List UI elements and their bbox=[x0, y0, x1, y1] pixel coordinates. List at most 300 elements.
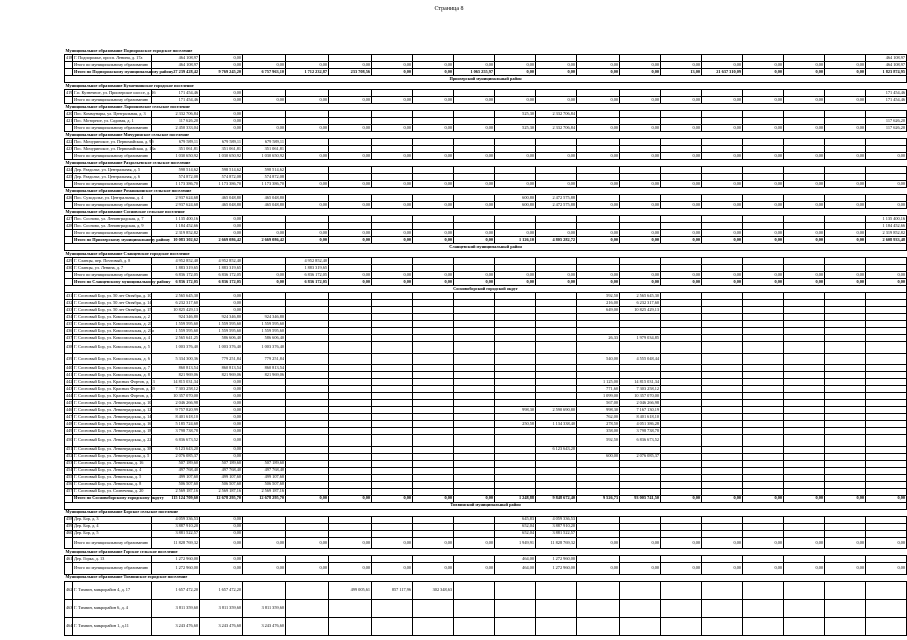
value-cell bbox=[286, 581, 329, 599]
value-cell bbox=[661, 435, 702, 447]
row-number-cell: 422 bbox=[66, 138, 73, 144]
value-cell bbox=[413, 353, 454, 365]
value-cell: 860 813,54 bbox=[243, 365, 286, 372]
value-cell: 0,00 bbox=[200, 55, 243, 62]
table-row bbox=[65, 556, 907, 563]
value-cell: 0,00 bbox=[702, 272, 743, 279]
value-cell bbox=[661, 167, 702, 174]
value-cell: 1 248,88 bbox=[495, 495, 536, 502]
value-cell: 12 678 295,70 bbox=[243, 495, 286, 502]
value-cell bbox=[286, 386, 329, 393]
value-cell bbox=[866, 386, 907, 393]
value-cell bbox=[495, 379, 536, 386]
value-cell bbox=[413, 314, 454, 321]
value-cell: 171 454,46 bbox=[152, 97, 200, 104]
value-cell: 0,00 bbox=[784, 181, 825, 188]
table-row bbox=[65, 530, 907, 537]
value-cell bbox=[372, 446, 413, 453]
value-cell: 0,00 bbox=[784, 495, 825, 502]
value-cell bbox=[329, 90, 372, 97]
value-cell bbox=[243, 581, 286, 599]
address-cell: Г. Сосновый Бор, ул. Комсомольская, д. 5 bbox=[73, 342, 152, 354]
value-cell bbox=[784, 342, 825, 354]
value-cell: 0,00 bbox=[454, 279, 495, 286]
value-cell: 0,00 bbox=[825, 125, 866, 132]
value-cell: 499 107,60 bbox=[243, 474, 286, 481]
value-cell bbox=[825, 453, 866, 460]
value-cell: 0,00 bbox=[536, 153, 577, 160]
value-cell: 0,00 bbox=[413, 62, 454, 69]
value-cell bbox=[413, 523, 454, 530]
value-cell bbox=[866, 258, 907, 265]
value-cell: 0,00 bbox=[825, 537, 866, 549]
value-cell bbox=[620, 321, 661, 328]
value-cell bbox=[784, 481, 825, 488]
row-number-cell bbox=[65, 62, 73, 69]
value-cell: 2 565 645,30 bbox=[152, 293, 200, 300]
value-cell: 1 559 595,60 bbox=[243, 321, 286, 328]
section-title: Муниципальное образование Тихвинское городское поселение bbox=[65, 574, 907, 581]
value-cell bbox=[372, 386, 413, 393]
row-number-cell bbox=[65, 563, 73, 575]
value-cell bbox=[413, 342, 454, 354]
value-cell: 4 952 852,40 bbox=[286, 258, 329, 265]
value-cell bbox=[743, 55, 784, 62]
value-cell bbox=[743, 474, 784, 481]
value-cell: 2 937 624,68 bbox=[152, 202, 200, 209]
value-cell bbox=[825, 353, 866, 365]
value-cell bbox=[329, 195, 372, 202]
value-cell bbox=[743, 421, 784, 428]
address-cell: Дер. Бор, д. 5 bbox=[73, 530, 152, 537]
value-cell: 0,00 bbox=[200, 563, 243, 575]
value-cell bbox=[702, 407, 743, 414]
value-cell: 598 514,62 bbox=[243, 167, 286, 174]
value-cell bbox=[866, 335, 907, 342]
value-cell bbox=[784, 365, 825, 372]
row-number-cell: 460 bbox=[66, 530, 73, 536]
value-cell bbox=[702, 460, 743, 467]
table-row bbox=[65, 372, 907, 379]
value-cell bbox=[495, 167, 536, 174]
value-cell: 645,83 bbox=[495, 516, 536, 523]
value-cell bbox=[329, 414, 372, 421]
value-cell: 0,00 bbox=[743, 97, 784, 104]
value-cell: 0,00 bbox=[286, 202, 329, 209]
table-row bbox=[65, 118, 907, 125]
row-number-cell bbox=[65, 279, 73, 286]
value-cell bbox=[413, 300, 454, 307]
value-cell bbox=[702, 467, 743, 474]
row-number-cell: 444 bbox=[66, 392, 73, 398]
value-cell: 233 708,56 bbox=[329, 69, 372, 76]
value-cell: 3 887 910,20 bbox=[536, 523, 577, 530]
value-cell bbox=[286, 195, 329, 202]
value-cell bbox=[825, 421, 866, 428]
value-cell bbox=[661, 446, 702, 453]
value-cell: 0,00 bbox=[454, 202, 495, 209]
value-cell bbox=[329, 167, 372, 174]
value-cell: 924 346,80 bbox=[152, 314, 200, 321]
value-cell: 1 184 452,66 bbox=[866, 223, 907, 230]
value-cell bbox=[743, 365, 784, 372]
value-cell bbox=[495, 55, 536, 62]
value-cell: 0,00 bbox=[372, 202, 413, 209]
value-cell: 762,00 bbox=[577, 414, 620, 421]
value-cell bbox=[577, 617, 620, 635]
value-cell bbox=[495, 293, 536, 300]
value-cell bbox=[329, 258, 372, 265]
address-cell: Дер. Бор, д. 3 bbox=[73, 516, 152, 523]
value-cell bbox=[866, 314, 907, 321]
value-cell bbox=[286, 223, 329, 230]
value-cell bbox=[702, 453, 743, 460]
value-cell: 0,00 bbox=[577, 237, 620, 244]
value-cell: 857 117,96 bbox=[372, 581, 413, 599]
value-cell bbox=[866, 599, 907, 617]
value-cell: 1 003 376,40 bbox=[243, 342, 286, 354]
value-cell: 0,00 bbox=[200, 97, 243, 104]
table-row bbox=[65, 407, 907, 414]
value-cell bbox=[620, 530, 661, 537]
value-cell bbox=[495, 223, 536, 230]
value-cell bbox=[825, 55, 866, 62]
value-cell: 1 712 232,87 bbox=[286, 69, 329, 76]
value-cell bbox=[413, 421, 454, 428]
value-cell: 0,00 bbox=[620, 97, 661, 104]
value-cell bbox=[536, 258, 577, 265]
value-cell: 171 454,46 bbox=[152, 90, 200, 97]
value-cell: 0,00 bbox=[743, 69, 784, 76]
row-number-cell bbox=[65, 125, 73, 132]
region-title: Приозерский муниципальный район bbox=[65, 76, 907, 83]
value-cell bbox=[577, 599, 620, 617]
value-cell: 574 872,08 bbox=[243, 174, 286, 181]
value-cell bbox=[329, 530, 372, 537]
value-cell bbox=[286, 617, 329, 635]
value-cell: 0,00 bbox=[372, 153, 413, 160]
value-cell: 6 836 172,05 bbox=[200, 279, 243, 286]
value-cell bbox=[743, 481, 784, 488]
value-cell bbox=[243, 379, 286, 386]
row-number-cell: 425 bbox=[66, 173, 73, 179]
value-cell bbox=[413, 328, 454, 335]
value-cell bbox=[454, 414, 495, 421]
value-cell bbox=[866, 400, 907, 407]
value-cell bbox=[536, 216, 577, 223]
value-cell: 3 798 738,78 bbox=[152, 428, 200, 435]
value-cell bbox=[866, 428, 907, 435]
value-cell: 0,00 bbox=[413, 563, 454, 575]
value-cell: 2 590 690,80 bbox=[536, 407, 577, 414]
value-cell bbox=[243, 516, 286, 523]
value-cell bbox=[866, 453, 907, 460]
value-cell bbox=[536, 139, 577, 146]
total-row bbox=[65, 495, 907, 502]
value-cell bbox=[702, 414, 743, 421]
value-cell: 600,80 bbox=[495, 195, 536, 202]
value-cell: 464 108,97 bbox=[866, 55, 907, 62]
value-cell bbox=[743, 335, 784, 342]
value-cell bbox=[702, 474, 743, 481]
data-table bbox=[64, 48, 907, 636]
value-cell bbox=[243, 293, 286, 300]
value-cell bbox=[743, 599, 784, 617]
value-cell: 0,00 bbox=[200, 414, 243, 421]
value-cell: 6 836 172,05 bbox=[286, 279, 329, 286]
row-number-cell bbox=[65, 272, 73, 279]
value-cell bbox=[372, 216, 413, 223]
address-cell: Итого по муниципальному образованию bbox=[73, 125, 152, 132]
table-row bbox=[65, 488, 907, 495]
value-cell: 0,00 bbox=[243, 62, 286, 69]
value-cell: 0,00 bbox=[413, 495, 454, 502]
value-cell bbox=[702, 146, 743, 153]
value-cell: 860 813,54 bbox=[200, 365, 243, 372]
value-cell: 0,00 bbox=[661, 181, 702, 188]
value-cell bbox=[454, 460, 495, 467]
value-cell bbox=[454, 328, 495, 335]
value-cell bbox=[286, 460, 329, 467]
value-cell bbox=[454, 223, 495, 230]
section-heading-row bbox=[65, 132, 907, 139]
value-cell bbox=[702, 617, 743, 635]
address-cell: Г. Сланцы, пер. Почтовый, д. 8 bbox=[73, 258, 152, 265]
value-cell: 0,00 bbox=[784, 69, 825, 76]
value-cell bbox=[454, 314, 495, 321]
value-cell bbox=[825, 428, 866, 435]
value-cell bbox=[743, 386, 784, 393]
value-cell bbox=[454, 393, 495, 400]
value-cell: 0,00 bbox=[200, 307, 243, 314]
value-cell: 0,00 bbox=[825, 230, 866, 237]
value-cell: 0,00 bbox=[200, 62, 243, 69]
address-cell: Дер. Бор, д. 4 bbox=[73, 523, 152, 530]
value-cell bbox=[495, 300, 536, 307]
value-cell bbox=[866, 174, 907, 181]
value-cell bbox=[784, 265, 825, 272]
value-cell bbox=[784, 400, 825, 407]
address-cell: Итого по Сланцевскому муниципальному району bbox=[74, 278, 171, 284]
value-cell bbox=[243, 453, 286, 460]
value-cell bbox=[784, 488, 825, 495]
value-cell bbox=[702, 265, 743, 272]
value-cell bbox=[413, 428, 454, 435]
value-cell: 3 243 476,60 bbox=[243, 617, 286, 635]
value-cell bbox=[825, 372, 866, 379]
table-row bbox=[65, 139, 907, 146]
value-cell bbox=[454, 55, 495, 62]
table-row bbox=[65, 146, 907, 153]
table-row bbox=[65, 293, 907, 300]
value-cell bbox=[413, 321, 454, 328]
value-cell: 821 969,06 bbox=[200, 372, 243, 379]
row-number-cell bbox=[65, 69, 73, 76]
value-cell: 0,00 bbox=[620, 230, 661, 237]
value-cell bbox=[784, 321, 825, 328]
value-cell: 3 881 522,57 bbox=[536, 530, 577, 537]
value-cell bbox=[536, 488, 577, 495]
value-cell bbox=[495, 393, 536, 400]
value-cell bbox=[825, 581, 866, 599]
value-cell: 0,00 bbox=[866, 279, 907, 286]
value-cell bbox=[661, 453, 702, 460]
value-cell: 0,00 bbox=[200, 400, 243, 407]
value-cell: 1 559 595,60 bbox=[152, 321, 200, 328]
value-cell: 8 401 618,10 bbox=[152, 414, 200, 421]
value-cell: 0,00 bbox=[495, 279, 536, 286]
value-cell bbox=[825, 216, 866, 223]
value-cell bbox=[372, 139, 413, 146]
value-cell: 1 883 319,65 bbox=[286, 265, 329, 272]
value-cell bbox=[286, 167, 329, 174]
value-cell bbox=[702, 581, 743, 599]
address-cell: Г. Подпорожье, просп. Ленина, д. 17а bbox=[73, 55, 152, 62]
value-cell bbox=[536, 314, 577, 321]
address-cell: Г. Тихвин, микрорайон 4, д. 17 bbox=[73, 581, 152, 599]
value-cell: 525,30 bbox=[495, 125, 536, 132]
table-row bbox=[65, 272, 907, 279]
value-cell: 0,00 bbox=[620, 537, 661, 549]
table-row bbox=[65, 223, 907, 230]
value-cell: 0,00 bbox=[200, 300, 243, 307]
value-cell bbox=[702, 342, 743, 354]
value-cell bbox=[661, 581, 702, 599]
value-cell: 0,00 bbox=[413, 272, 454, 279]
value-cell bbox=[577, 216, 620, 223]
value-cell: 0,00 bbox=[743, 181, 784, 188]
value-cell bbox=[702, 293, 743, 300]
value-cell: 6 232 317,60 bbox=[620, 300, 661, 307]
value-cell bbox=[620, 523, 661, 530]
value-cell: 0,00 bbox=[495, 153, 536, 160]
section-heading-row bbox=[65, 509, 907, 516]
value-cell: 0,00 bbox=[243, 230, 286, 237]
value-cell bbox=[577, 314, 620, 321]
value-cell bbox=[454, 174, 495, 181]
value-cell: 2 569 187,16 bbox=[152, 488, 200, 495]
row-number-cell bbox=[65, 153, 73, 160]
value-cell bbox=[536, 617, 577, 635]
value-cell: 0,00 bbox=[702, 62, 743, 69]
value-cell bbox=[372, 321, 413, 328]
value-cell bbox=[743, 90, 784, 97]
value-cell bbox=[661, 258, 702, 265]
value-cell: 0,00 bbox=[620, 563, 661, 575]
value-cell bbox=[329, 428, 372, 435]
value-cell bbox=[661, 342, 702, 354]
value-cell bbox=[495, 328, 536, 335]
value-cell: 351 061,81 bbox=[152, 146, 200, 153]
address-cell: Итого по муниципальному образованию bbox=[73, 153, 152, 160]
row-number-cell: 439 bbox=[65, 353, 73, 365]
value-cell: 4 805 282,72 bbox=[536, 237, 577, 244]
value-cell: 0,00 bbox=[286, 62, 329, 69]
row-number-cell: 455 bbox=[66, 474, 73, 480]
value-cell bbox=[743, 617, 784, 635]
table-row bbox=[65, 537, 907, 549]
value-cell: 0,00 bbox=[825, 62, 866, 69]
value-cell bbox=[243, 393, 286, 400]
value-cell bbox=[702, 90, 743, 97]
address-cell: Г. Сосновый Бор, ул. 50 лет Октября, д. 10 bbox=[74, 292, 152, 298]
value-cell: 4 952 852,40 bbox=[152, 258, 200, 265]
value-cell bbox=[286, 372, 329, 379]
value-cell bbox=[372, 516, 413, 523]
value-cell: 2 332 706,84 bbox=[536, 125, 577, 132]
value-cell: 0,00 bbox=[620, 181, 661, 188]
value-cell bbox=[243, 435, 286, 447]
row-number-cell: 429 bbox=[66, 257, 73, 263]
value-cell bbox=[784, 55, 825, 62]
value-cell: 1 184 452,66 bbox=[152, 223, 200, 230]
address-cell: Итого по муниципальному образованию bbox=[73, 563, 152, 575]
value-cell: 6 123 643,20 bbox=[152, 446, 200, 453]
value-cell: 117 626,20 bbox=[152, 118, 200, 125]
value-cell bbox=[743, 467, 784, 474]
value-cell: 0,00 bbox=[825, 272, 866, 279]
value-cell bbox=[620, 314, 661, 321]
value-cell bbox=[413, 118, 454, 125]
value-cell bbox=[536, 379, 577, 386]
value-cell bbox=[495, 481, 536, 488]
value-cell: 860 813,54 bbox=[152, 365, 200, 372]
value-cell bbox=[825, 265, 866, 272]
address-cell: Г. Сосновый Бор, ул. Ленинградская, д. 10 bbox=[74, 399, 152, 405]
value-cell: 679 589,11 bbox=[200, 139, 243, 146]
value-cell: 0,00 bbox=[784, 279, 825, 286]
value-cell bbox=[825, 523, 866, 530]
value-cell: 0,00 bbox=[495, 181, 536, 188]
value-cell bbox=[825, 467, 866, 474]
value-cell: 0,00 bbox=[329, 97, 372, 104]
table-row bbox=[65, 516, 907, 523]
value-cell bbox=[495, 599, 536, 617]
table-row bbox=[65, 202, 907, 209]
value-cell bbox=[454, 265, 495, 272]
row-number-cell: 437 bbox=[66, 334, 73, 340]
row-number-cell: 440 bbox=[66, 364, 73, 370]
value-cell: 0,00 bbox=[620, 153, 661, 160]
value-cell bbox=[413, 386, 454, 393]
value-cell: 0,00 bbox=[454, 563, 495, 575]
value-cell bbox=[577, 90, 620, 97]
value-cell: 0,00 bbox=[702, 279, 743, 286]
value-cell: 0,00 bbox=[200, 118, 243, 125]
value-cell bbox=[661, 467, 702, 474]
value-cell: 11 828 769,32 bbox=[152, 537, 200, 549]
value-cell bbox=[329, 617, 372, 635]
value-cell: 1 657 472,20 bbox=[200, 581, 243, 599]
value-cell bbox=[743, 174, 784, 181]
value-cell bbox=[413, 195, 454, 202]
value-cell bbox=[454, 167, 495, 174]
value-cell: 464,00 bbox=[495, 563, 536, 575]
value-cell: 302 348,63 bbox=[413, 581, 454, 599]
value-cell bbox=[286, 55, 329, 62]
table-row bbox=[65, 421, 907, 428]
value-cell bbox=[286, 216, 329, 223]
value-cell: 0,00 bbox=[743, 537, 784, 549]
value-cell: 10 357 070,00 bbox=[152, 393, 200, 400]
value-cell bbox=[661, 265, 702, 272]
value-cell bbox=[577, 446, 620, 453]
address-cell: Г. Сосновый Бор, ул. 50 лет Октября, д. 14 bbox=[74, 299, 152, 305]
value-cell bbox=[743, 556, 784, 563]
value-cell: 3 811 359,60 bbox=[200, 599, 243, 617]
value-cell: 117 626,20 bbox=[866, 118, 907, 125]
row-number-cell: 418 bbox=[66, 54, 73, 60]
